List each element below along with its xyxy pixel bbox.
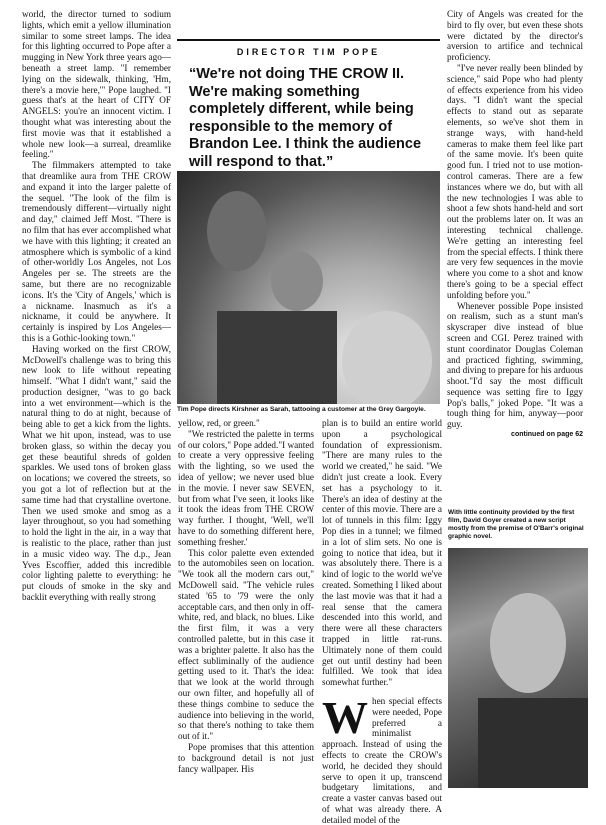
article-column-3 xyxy=(322,418,442,825)
paragraph: The filmmakers attempted to take that dreamlike aura from THE CROW and expand it into the larger palette of the sequel. "The look of the film is tremendously different—virtually night and day," claimed Jeff Most. "There is no film that has ever accomplished what we have with this lighting; it created an atmosphere which is symbolic of a kind of other-worldly Los Angeles, not Los Angeles per se. The streets are the same, but there are no recognizable icons. It's the 'City of Angels,' which is a nickname. Inasmuch as it's a nickname, it could be anywhere. It certainly is inspired by Los Angeles—this is a Gothic-looking town." xyxy=(22,160,171,343)
paragraph: Whenever possible Pope insisted on realism, such as a stunt man's skyscraper dive instead of blue screen and CGI. Perez trained with stunt coordinator Douglas Coleman and practiced fighting, swimming, and diving to prepare for his arduous shoot."I'd say the most difficult sequence was setting fire to Iggy Pop's balls," joked Pope. "It was a tough thing for him, anyway—poor guy. xyxy=(447,300,583,430)
paragraph: world, the director turned to sodium lights, which emit a yellow illumination similar to some street lamps. The idea for this lighting occurred to Pope after a mugging in New York three years ago—beneath a street lamp. "I remember lying on the sidewalk, thinking, 'Hm, there's a movie here,'" Pope laughed. "I guess that's at the heart of CITY OF ANGELS: you're an innocent victim. I thought what was interesting about the first movie was that it established a whole new look—a surreal, dreamlike feeling." xyxy=(22,9,171,160)
paragraph: This color palette even extended to the automobiles seen on location. "We took all the modern cars out," McDowell said. "The vehicle rules stated '65 to '79 were the only acceptable cars, and then only in off-white, red, and black, no blues. Like the first film, it was a very controlled palette, but in this case it was a brighter palette. It also has the effect subliminally of the audience getting used to it. That's the idea: that we look at the world through our own filter, and hopefully all of these things combine to seduce the audience into believing in the world, so that there's nothing to take them out of it." xyxy=(178,547,314,742)
drop-cap: W xyxy=(322,691,368,743)
paragraph: "I've never really been blinded by science," said Pope who had plenty of effects experience from his video days. "I didn't want the special effects to stand out as separate elements, so we've shot them in strange ways, with hand-held cameras to make them feel like part of the same movie. It's been quite good fun. I tried not to use motion-control cameras. There are a few instances where we do, but with all the new technologies I was able to shoot a few shots hand-held and sort out the problems later on. It was an interesting technical challenge. We're getting an interesting feel from the special effects. I think there are very few sequences in the movie where you come to a shot and know there's going to be a special effect unfolding before you." xyxy=(447,62,583,300)
paragraph: yellow, red, or green." xyxy=(178,418,260,428)
paragraph: Pope promises that this attention to background detail is not just fancy wallpaper. His xyxy=(178,741,314,774)
article-column-1 xyxy=(22,9,171,603)
photo-caption: Tim Pope directs Kirshner as Sarah, tattooing a customer at the Grey Gargoyle. xyxy=(177,406,426,413)
film-still-photo xyxy=(177,171,440,404)
paragraph: "We restricted the palette in terms of our colors," Pope added."I wanted to create a very oppressive feeling with the lighting, so we used the idea of yellow; we never used blue in the movie. I never saw SEVEN, but from what I've seen, it looks like it took the ideas from THE CROW way further. I thought, 'Well, we'll have to do something different here, something fresher.' xyxy=(178,428,314,547)
photo-illustration xyxy=(177,171,440,404)
pull-quote-box xyxy=(177,39,440,173)
portrait-photo xyxy=(448,548,588,788)
article-column-4 xyxy=(447,9,583,441)
paragraph: Having worked on the first CROW, McDowell's challenge was to bring this new look to life without repeating himself. "What I didn't want," said the production designer, "was to go back into a wet environment—which is the natural thing to do at night, because of being able to get a kick from the lights. What we hit upon, instead, was to use broken glass, so within the decay you get these beautiful shreds of golden sparkles. We used tons of broken glass on locations; we covered the streets, so you got a lot of reflection but at the same time had that crystalline overtone. Then we used smoke and smog as a layer throughout, so you had something to hold the light in the air, in a way that is realistic to the place, rather than just in a music video way. The d.p., Jean Yves Escoffier, added this incredible color lighting palette to everything: he put clouds of smoke in the sky and backlit everything with really strong xyxy=(22,343,171,603)
photo-caption-2: With little continuity provided by the first film, David Goyer created a new script mostly from the premise of O'Barr's original graphic novel. xyxy=(448,509,584,540)
pull-quote-text: “We're not doing THE CROW II. We're making something completely different, while being responsible to the memory of Brandon Lee. I think the audience will respond to that.” xyxy=(189,66,422,170)
paragraph: City of Angels was created for the bird to fly over, but even these shots were dictated by the director's aversion to artifice and technical proficiency. xyxy=(447,9,583,63)
paragraph-text: hen special effects were needed, Pope preferred a minimalist approach. Instead of using the effects to create the CROW's world, he decided they should serve to open it up, transcend budgetary limitations, and create a vaster canvas based out of what was already there. A detailed model of the xyxy=(322,695,442,825)
pull-quote-heading: DIRECTOR TIM POPE xyxy=(236,47,381,57)
continued-note: continued on page 62 xyxy=(511,431,583,439)
portrait-illustration xyxy=(448,548,588,788)
dropcap-paragraph xyxy=(322,691,442,825)
paragraph: plan is to build an entire world upon a psychological foundation of expressionism. "There are many rules to the world we created," he said. "We didn't just create a look. Every set has a psychology to it. There's an idea of destiny at the center of this movie. There are a lot of tunnels in this film: Iggy Pop dies in a tunnel; we filmed in a lot of slim sets. No one is going to notice that idea, but it was absolutely there. There is a kind of logic to the world we've created. Something I liked about the last movie was that it had a real sense that the camera descended into this world, and there were all these characters trapped in little rat-runs. Ultimately none of them could get out until destiny had been fulfilled. We took that idea somewhat further." xyxy=(322,418,442,688)
article-column-2 xyxy=(178,418,314,774)
